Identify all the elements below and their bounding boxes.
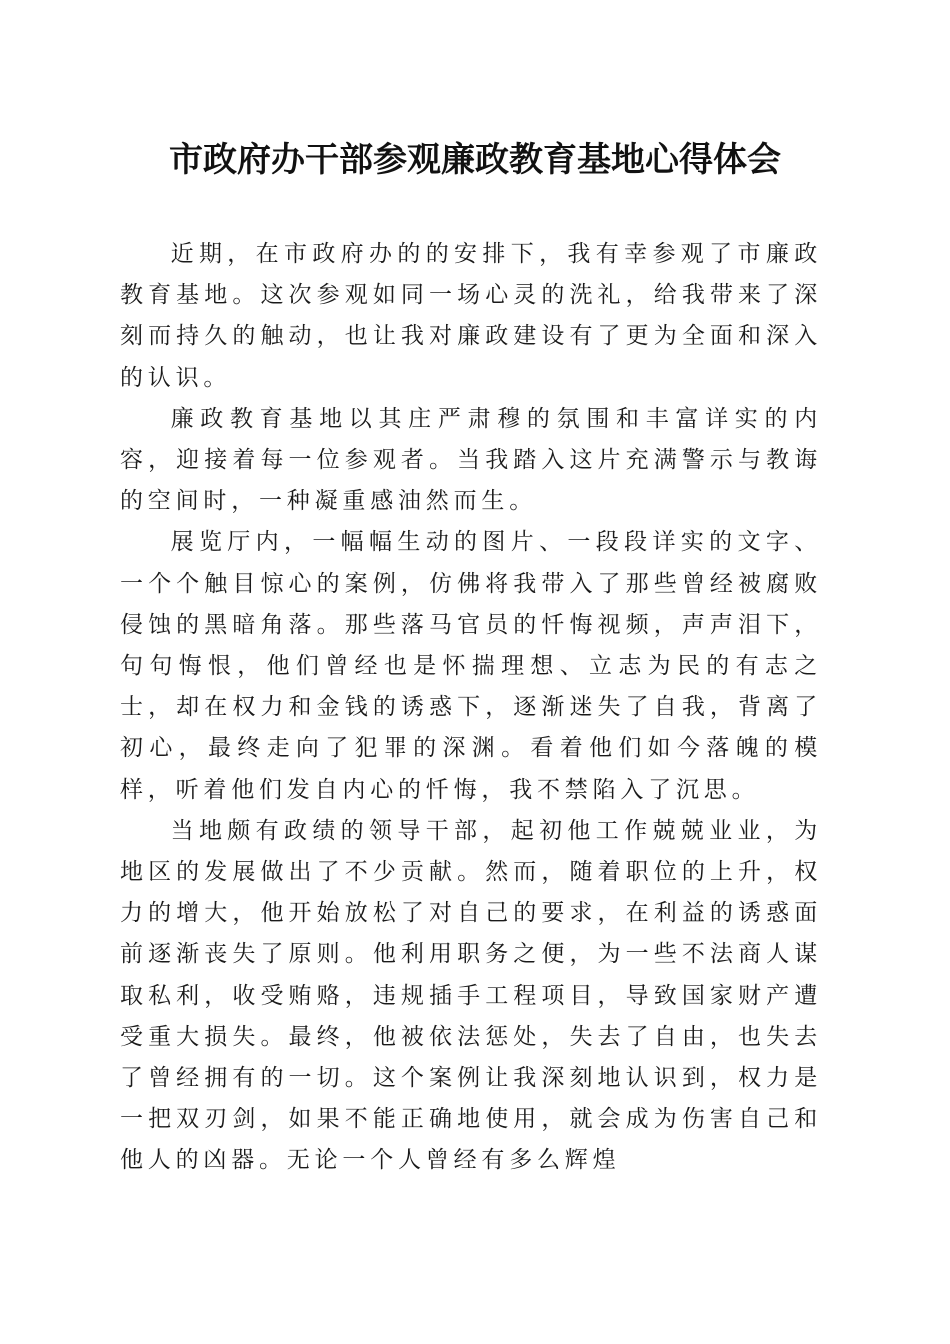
paragraph: 廉政教育基地以其庄严肃穆的氛围和丰富详实的内容，迎接着每一位参观者。当我踏入这片充满警示与教诲的空间时，一种凝重感油然而生。 bbox=[120, 405, 822, 515]
paragraph: 近期，在市政府办的的安排下，我有幸参观了市廉政教育基地。这次参观如同一场心灵的洗礼，给我带来了深刻而持久的触动，也让我对廉政建设有了更为全面和深入的认识。 bbox=[120, 241, 822, 391]
document-body bbox=[120, 234, 822, 1182]
document-title: 市政府办干部参观廉政教育基地心得体会 bbox=[169, 140, 781, 180]
paragraph: 当地颇有政绩的领导干部，起初他工作兢兢业业，为地区的发展做出了不少贡献。然而，随着职位的上升，权力的增大，他开始放松了对自己的要求，在利益的诱惑面前逐渐丧失了原则。他利用职务之便，为一些不法商人谋取私利，收受贿赂，违规插手工程项目，导致国家财产遭受重大损失。最终，他被依法惩处，失去了自由，也失去了曾经拥有的一切。这个案例让我深刻地认识到，权力是一把双刃剑，如果不能正确地使用，就会成为伤害自己和他人的凶器。无论一个人曾经有多么辉煌 bbox=[120, 817, 822, 1174]
paragraph: 展览厅内，一幅幅生动的图片、一段段详实的文字、一个个触目惊心的案例，仿佛将我带入了那些曾经被腐败侵蚀的黑暗角落。那些落马官员的忏悔视频，声声泪下，句句悔恨，他们曾经也是怀揣理想、立志为民的有志之士，却在权力和金钱的诱惑下，逐渐迷失了自我，背离了初心，最终走向了犯罪的深渊。看着他们如今落魄的模样，听着他们发自内心的忏悔，我不禁陷入了沉思。 bbox=[120, 529, 822, 803]
